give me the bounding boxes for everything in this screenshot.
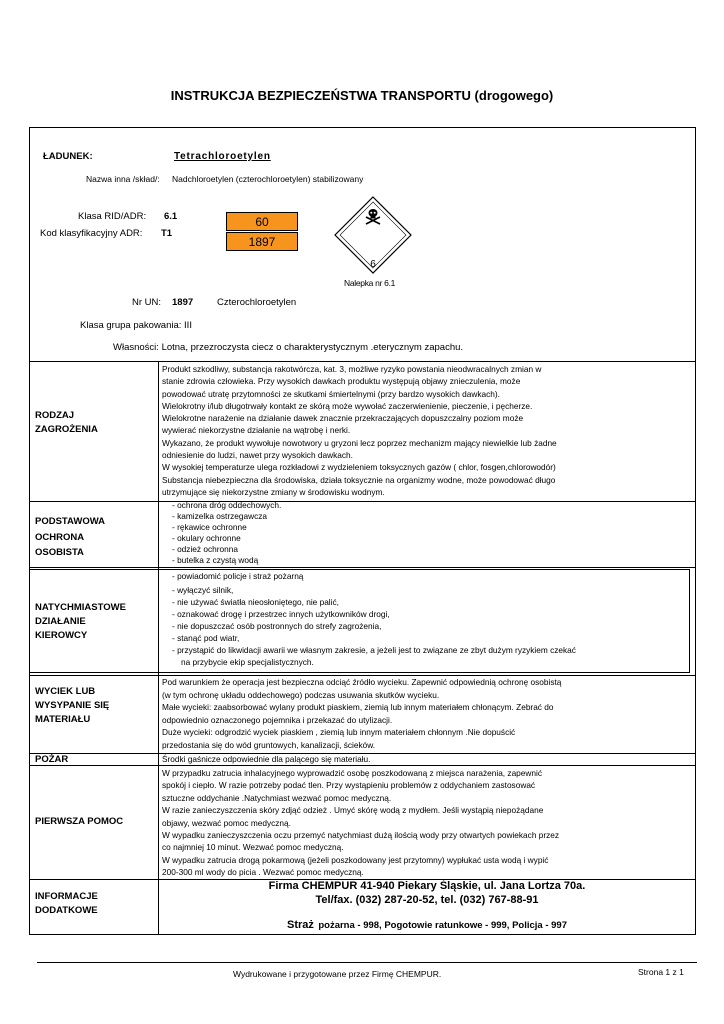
emergency-prefix: Straż bbox=[286, 919, 314, 931]
label-caption: Nalepka nr 6.1 bbox=[344, 278, 396, 288]
toxic-hazard-diamond bbox=[334, 196, 412, 274]
section-label-ppe: PODSTAWOWA OCHRONA OSOBISTA bbox=[35, 516, 106, 558]
table-top-rule bbox=[29, 361, 696, 362]
un-name: Czterochloroetylen bbox=[217, 297, 297, 308]
footer-rule bbox=[37, 962, 697, 963]
cargo-label: ŁADUNEK: bbox=[43, 151, 93, 162]
section-label-info: INFORMACJE DODATKOWE bbox=[35, 891, 98, 916]
section-label-hazard: RODZAJ ZAGROŻENIA bbox=[35, 410, 98, 435]
fire-extinguishing: Środki gaśnicze odpowiednie dla palącego się materiału. bbox=[162, 754, 371, 764]
other-name-label: Nazwa inna /skład/: bbox=[86, 174, 160, 184]
document-title: INSTRUKCJA BEZPIECZEŃSTWA TRANSPORTU (drogowego) bbox=[170, 88, 554, 103]
un-value: 1897 bbox=[172, 297, 194, 308]
company-phone: Tel/fax. (032) 287-20-52, tel. (032) 767-88-91 bbox=[315, 894, 539, 906]
emergency-numbers bbox=[158, 915, 696, 933]
cargo-name: Tetrachloroetylen bbox=[174, 151, 271, 162]
spill-procedure: Pod warunkiem że operacja jest bezpieczna odciąć źródło wycieku. Zapewnić odpowiednią ochronę osobistą (w tym ochronę układu oddechowego) podczas usuwania skutków wycieku. Małe wycieki: zaabsorbować wylany produkt piaskiem, ziemią lub innym materiałem chłonącym. Zebrać do odpowiednio oznaczonego pojemnika i przekazać do utylizacji. Duże wycieki: odgrodzić wyciek piaskiem , ziemią lub innym materiałem chłonnym .Nie dopuścić przedostania się do wód gruntowych, kanalizacji, ścieków. bbox=[162, 677, 562, 750]
class-label: Klasa RID/ADR: bbox=[78, 211, 147, 222]
other-name-value: Nadchloroetylen (czterochloroetylen) stabilizowany bbox=[172, 174, 364, 184]
table-column-rule bbox=[158, 361, 159, 935]
page-number: Strona 1 z 1 bbox=[638, 967, 684, 977]
code-label: Kod klasyfikacyjny ADR: bbox=[40, 228, 143, 239]
section-label-driver: NATYCHMIASTOWE DZIAŁANIE KIEROWCY bbox=[35, 602, 126, 641]
properties: Własności: Lotna, przezroczysta ciecz o charakterystycznym .eterycznym zapachu. bbox=[113, 342, 464, 353]
class-value: 6.1 bbox=[164, 211, 178, 222]
ppe-list: - ochrona dróg oddechowych. - kamizelka ostrzegawcza - rękawice ochronne - okulary ochronne - odzież ochronna - butelka z czystą wodą bbox=[172, 500, 282, 565]
row-rule bbox=[29, 672, 690, 673]
emergency-list: pożarna - 998, Pogotowie ratunkowe - 999, Policja - 997 bbox=[318, 920, 567, 931]
row-rule bbox=[29, 765, 696, 766]
footer-prepared-by: Wydrukowane i przygotowane przez Firmę CHEMPUR. bbox=[233, 969, 442, 979]
un-label: Nr UN: bbox=[132, 297, 162, 308]
hazard-number-plate: 60 bbox=[226, 212, 298, 231]
label-class-number: 6 bbox=[370, 259, 376, 270]
packing-group: Klasa grupa pakowania: III bbox=[80, 320, 192, 331]
un-number-plate: 1897 bbox=[226, 232, 298, 251]
first-aid-instructions: W przypadku zatrucia inhalacyjnego wyprowadzić osobę poszkodowaną z miejsca narażenia, zapewnić spokój i ciepło. W razie potrzeby podać tlen. Przy wystąpieniu problemów z oddychaniem zastosować sztuczne oddychanie .Natychmiast wezwać pomoc medyczną. W razie zanieczyszczenia skóry zdjąć odzież . Umyć skórę wodą z mydłem. Jeśli wystąpią niepożądane objawy, wezwać pomoc medyczną. W wypadku zanieczyszczenia oczu przemyć natychmiast dużą ilością wody przy otwartych powiekach przez co najmniej 10 minut. Wezwać pomoc medyczną. W wypadku zatrucia drogą pokarmową (jeżeli poszkodowany jest przytomny) wypłukać usta wodą i wypić 200-300 ml wody do picia . Wezwać pomoc medyczną. bbox=[162, 768, 560, 878]
row-rule bbox=[29, 501, 696, 502]
company-address: Firma CHEMPUR 41-940 Piekary Śląskie, ul. Jana Lortza 70a. bbox=[268, 880, 586, 892]
row-border bbox=[689, 569, 690, 673]
section-label-fire: POŻAR bbox=[35, 754, 69, 765]
code-value: T1 bbox=[161, 228, 173, 239]
section-label-first-aid: PIERWSZA POMOC bbox=[35, 816, 124, 827]
section-label-spill: WYCIEK LUB WYSYPANIE SIĘ MATERIAŁU bbox=[35, 686, 110, 725]
row-rule bbox=[29, 567, 696, 568]
driver-actions: - powiadomić policje i straż pożarną - wyłączyć silnik, - nie używać światła nieosłoniętego, nie palić, - oznakować drogę i przestrzec innych użytkowników drogi, - nie dopuszczać osób postronnych do strefy zagrożenia, - stanąć pod wiatr, - przystąpić do likwidacji awarii we własnym zakresie, a jeżeli jest to związane ze zbyt dużym ryzykiem czekać na przybycie ekip specjalistycznych. bbox=[172, 571, 576, 667]
hazard-description: Produkt szkodliwy, substancja rakotwórcza, kat. 3, możliwe ryzyko powstania nieodwracalnych zmian w stanie zdrowia człowieka. Przy wysokich dawkach produktu występują objawy znieczulenia, może powodować utratę przytomności ze skutkami śmiertelnymi (przy bardzo wysokich dawkach). Wielokrotny i/lub długotrwały kontakt ze skórą może wywołać zaczerwienienie, pieczenie, i pęcherze. Wielokrotne narażenie na działanie dawek znacznie przekraczających dopuszczalny poziom może wywierać niekorzystne działanie na wątrobę i nerki. Wykazano, że produkt wywołuje nowotwory u gryzoni lecz poprzez mechanizm mający niewielkie lub żadne odniesienie do ludzi, nawet przy wysokich dawkach. W wysokiej temperaturze ulega rozkładowi z wydzieleniem toksycznych gazów ( chlor, fosgen,chlorowodór) Substancja niebezpieczna dla środowiska, działa toksycznie na organizmy wodne, może powodować długo utrzymujące się niekorzystne zmiany w środowisku wodnym. bbox=[162, 364, 557, 497]
